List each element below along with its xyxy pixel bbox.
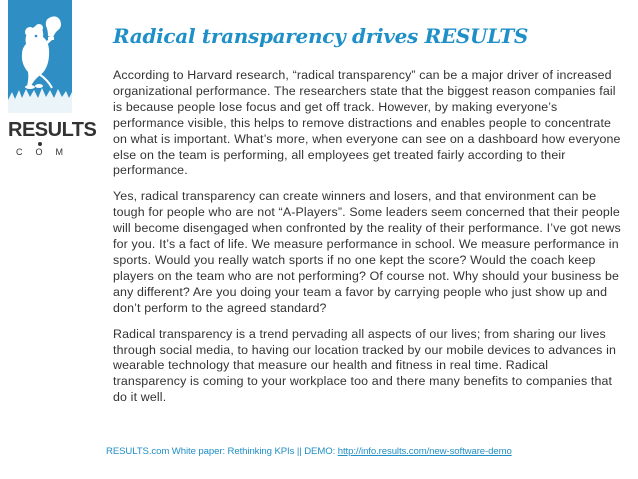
body-text: [113, 68, 625, 416]
logo-dot: [38, 142, 42, 146]
paragraph-3: Radical transparency is a trend pervading all aspects of our lives; from sharing our lives through social media, to having our location tracked by our mobile devices to advances in wearable technology that measure our health and fitness in real time. Radical transparency is coming to your workplace too and there many benefits to companies that do it well.: [113, 326, 617, 405]
logo-tile: [8, 0, 72, 113]
mouse-cheese-icon: [8, 0, 72, 113]
page-title: Radical transparency drives RESULTS: [113, 24, 529, 48]
footer-text: RESULTS.com White paper: Rethinking KPIs || DEMO:: [106, 446, 338, 457]
logo-wordmark: RESULTS: [8, 119, 97, 141]
paragraph-1: According to Harvard research, “radical transparency” can be a major driver of increased organizational performance. The researchers state that the biggest reason companies fail is because people lose focus and get off track. However, by making everyone’s performance visible, this helps to remove distractions and enables people to concentrate on what is important. What’s more, when everyone can see on a dashboard how everyone else on the team is performing, all employees get treated fairly according to their performance.: [113, 68, 621, 178]
logo: [0, 0, 97, 160]
demo-link[interactable]: http://info.results.com/new-software-demo: [337, 446, 512, 457]
logo-subtext: COM: [16, 147, 76, 157]
footer: [106, 446, 512, 457]
paragraph-2: Yes, radical transparency can create winners and losers, and that environment can be tough for people who are not “A-Players”. Some leaders seem concerned that their people will become disengaged when confronted by the reality of their performance. I’ve got news for you. It’s a fact of life. We measure performance in school. We measure performance in sports. Would you really watch sports if no one kept the score? Would the coach keep players on the team who are not performing? Of course not. Why should your business be any different? Are you doing your team a favor by carrying people who just show up and don’t perform to the agreed standard?: [113, 189, 621, 315]
